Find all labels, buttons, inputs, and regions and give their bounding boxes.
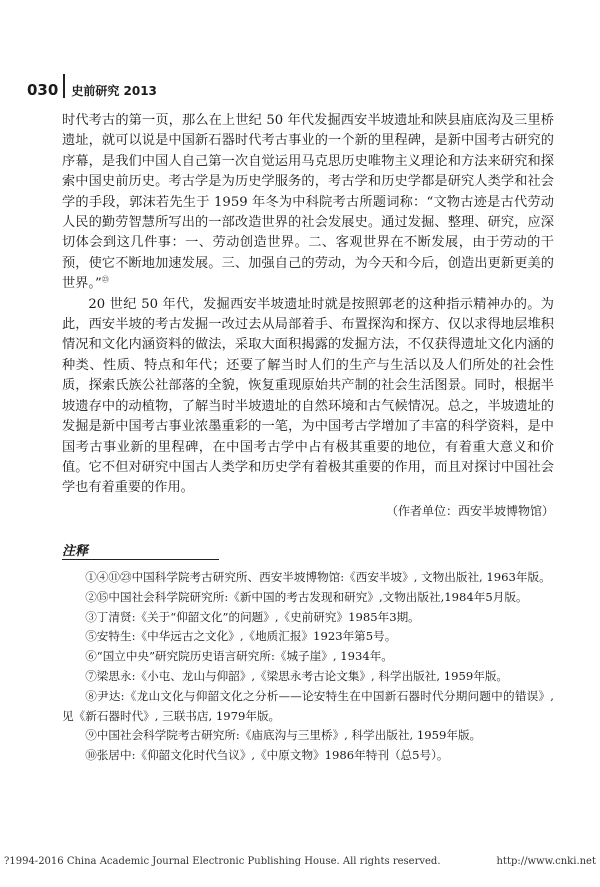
note-item: ①④⑪㉓中国科学院考古研究所、西安半坡博物馆:《西安半坡》, 文物出版社, 1963年版。: [85, 570, 551, 584]
journal-title: 史前研究 2013: [71, 84, 157, 98]
note-item: ⑧尹达:《龙山文化与仰韶文化之分析——论安特生在中国新石器时代分期问题中的错误》, 见《新石器时代》, 三联书店, 1979年版。: [62, 688, 554, 723]
cnki-link[interactable]: http://www.cnki.net: [496, 856, 596, 867]
footnote-marker[interactable]: ㉓: [101, 275, 109, 284]
page-header: [27, 74, 157, 98]
copyright-notice: ?1994-2016 China Academic Journal Electronic Publishing House. All rights reserved.: [4, 856, 441, 867]
body-paragraph-text: 时代考古的第一页，那么在上世纪 50 年代发掘西安半坡遗址和陕县庙底沟及三里桥遗址，就可以说是中国新石器时代考古事业的一个新的里程碑，是新中国考古研究的序幕，是我们中国人自己第一次自觉运用马克思历史唯物主义理论和方法来研究和探索中国史前历史。考古学是为历史学服务的，考古学和历史学都是研究人类学和社会学的手段，郭沫若先生于 1959 年冬为中科院考古所题词称：“文物古迹是古代劳动人民的勤劳智慧所写出的一部改造世界的社会发展史。通过发掘、整理、研究，应深切体会到这几件事：一、劳动创造世界。二、客观世界在不断发展，由于劳动的干预，使它不断地加速发展。三、加强自己的劳动，为今天和今后，创造出更新更美的世界。”: [62, 113, 554, 292]
note-item: ②⑮中国社会科学院研究所:《新中国的考古发现和研究》,文物出版社,1984年5月版。: [85, 589, 528, 604]
note-item: ⑨中国社会科学院考古研究所:《庙底沟与三里桥》, 科学出版社, 1959年版。: [85, 728, 482, 743]
note-item: ⑩张居中:《仰韶文化时代刍议》,《中原文物》1986年特刊（总5号）。: [85, 748, 449, 763]
notes-divider: [62, 559, 219, 560]
header-divider: [63, 74, 65, 98]
author-affiliation: （作者单位：西安半坡博物馆）: [385, 503, 554, 518]
note-item: ⑤安特生:《中华远古之文化》,《地质汇报》1923年第5号。: [85, 629, 397, 644]
article-body: [62, 111, 554, 521]
body-paragraph: 20 世纪 50 年代，发掘西安半坡遗址时就是按照郭老的这种指示精神办的。为此，西安半坡的考古发掘一改过去从局部着手、布置探沟和探方、仅以求得地层堆积情况和文化内涵资料的做法，采取大面积揭露的发掘方法，不仅获得遗址文化内涵的种类、性质、特点和年代；还要了解当时人们的生产与生活以及人们所处的社会性质，探索氏族公社部落的全貌，恢复重现原始共产制的社会生活图景。同时，根据半坡遗存中的动植物，了解当时半坡遗址的自然环境和古气候情况。总之，半坡遗址的发掘是新中国考古事业浓墨重彩的一笔，为中国考古学增加了丰富的科学资料，是中国考古事业新的里程碑，在中国考古学中占有极其重要的地位，有着重大意义和价值。它不但对研究中国古人类学和历史学有着极其重要的作用，而且对探讨中国社会学也有着重要的作用。: [62, 296, 554, 496]
notes-heading: 注释: [62, 544, 89, 559]
note-item: ⑦梁思永:《小屯、龙山与仰韶》,《梁思永考古论文集》, 科学出版社, 1959年版。: [85, 668, 509, 683]
body-paragraph: [62, 111, 554, 295]
page-number: 030: [27, 81, 59, 99]
notes-list: [62, 568, 554, 766]
note-item: ③丁清贤:《关于“仰韶文化”的问题》,《史前研究》1985年3期。: [85, 609, 420, 624]
note-item: ⑥“国立中央”研究院历史语言研究所:《城子崖》, 1934年。: [85, 649, 393, 664]
